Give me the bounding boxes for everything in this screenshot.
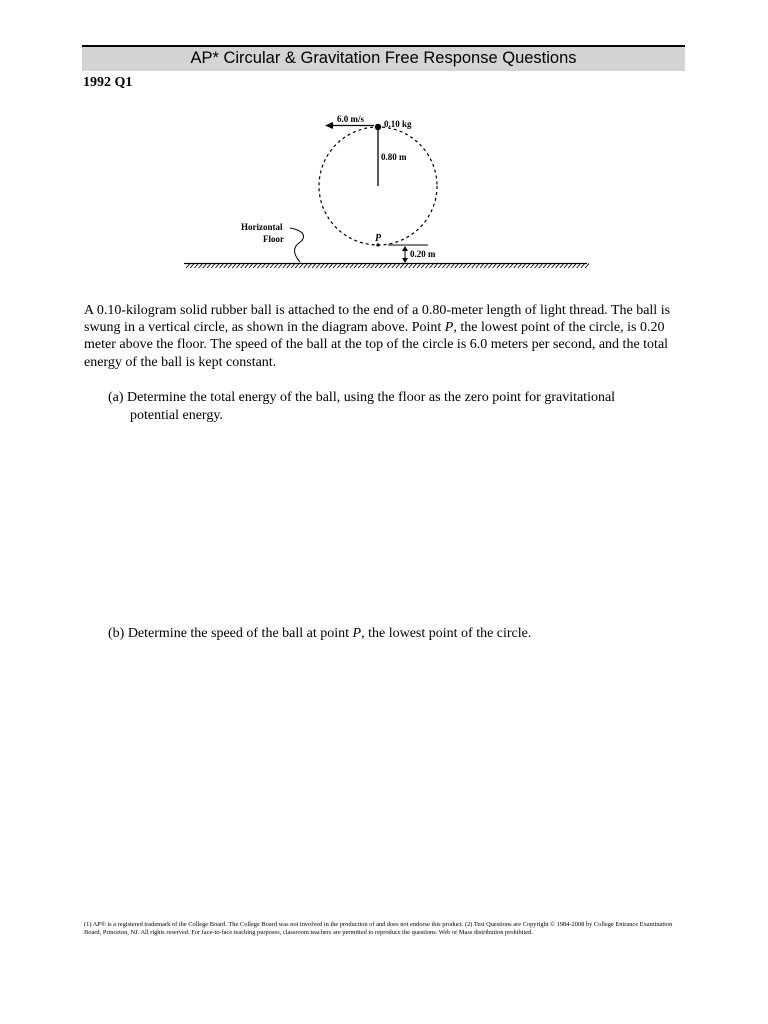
height-label: 0.20 m bbox=[410, 249, 436, 259]
velocity-arrowhead bbox=[325, 122, 333, 129]
intro-point-label: P bbox=[444, 320, 454, 336]
floor-label-floor: Floor bbox=[263, 234, 284, 244]
floor-label-horizontal: Horizontal bbox=[241, 222, 283, 232]
intro-text-2: , the lowest point of the circle, is 0.20 meter above the floor. The speed of the ball at the top of the circle is 6.0 meters per second, and the total energy of the ball is kept constant. bbox=[84, 320, 669, 370]
copyright-footnote: (1) AP® is a registered trademark of the College Board. The College Board was not involved in the production of and does not endorse this product. (2) Test Questions are Copyright © 1984-2008 by College Entrance Examination Board, Princeton, NJ. All rights reserved. For face-to-face teaching purposes, classroom teachers are permitted to reproduce the questions. Web or Mass distribution prohibited. bbox=[84, 921, 673, 937]
intro-text-1: A 0.10-kilogram solid rubber ball is attached to the end of a 0.80-meter length of light thread. The ball is swung in a vertical circle, as shown in the diagram above. Point bbox=[84, 303, 671, 336]
part-a-line1: (a) Determine the total energy of the ball, using the floor as the zero point for gravitational bbox=[108, 390, 616, 405]
part-b-text-2: , the lowest point of the circle. bbox=[361, 626, 532, 641]
part-b-point-label: P bbox=[352, 626, 362, 641]
ball bbox=[375, 124, 381, 130]
radius-label: 0.80 m bbox=[381, 152, 407, 162]
part-a bbox=[108, 389, 685, 424]
part-b-text-1: (b) Determine the speed of the ball at point bbox=[108, 626, 353, 641]
problem-statement bbox=[84, 302, 684, 371]
point-p-label: P bbox=[375, 233, 382, 244]
height-arrow-down bbox=[402, 258, 408, 263]
mass-label: 0.10 kg bbox=[384, 119, 412, 129]
page-title: AP* Circular & Gravitation Free Response Questions bbox=[190, 49, 577, 67]
part-a-line2: potential energy. bbox=[130, 407, 223, 423]
question-label: 1992 Q1 bbox=[83, 75, 133, 90]
floor-pointer bbox=[290, 228, 303, 262]
floor-hatching bbox=[186, 264, 589, 269]
height-arrow-up bbox=[402, 246, 408, 251]
velocity-label: 6.0 m/s bbox=[337, 114, 364, 124]
part-b bbox=[108, 625, 685, 643]
circular-motion-diagram bbox=[0, 0, 768, 300]
